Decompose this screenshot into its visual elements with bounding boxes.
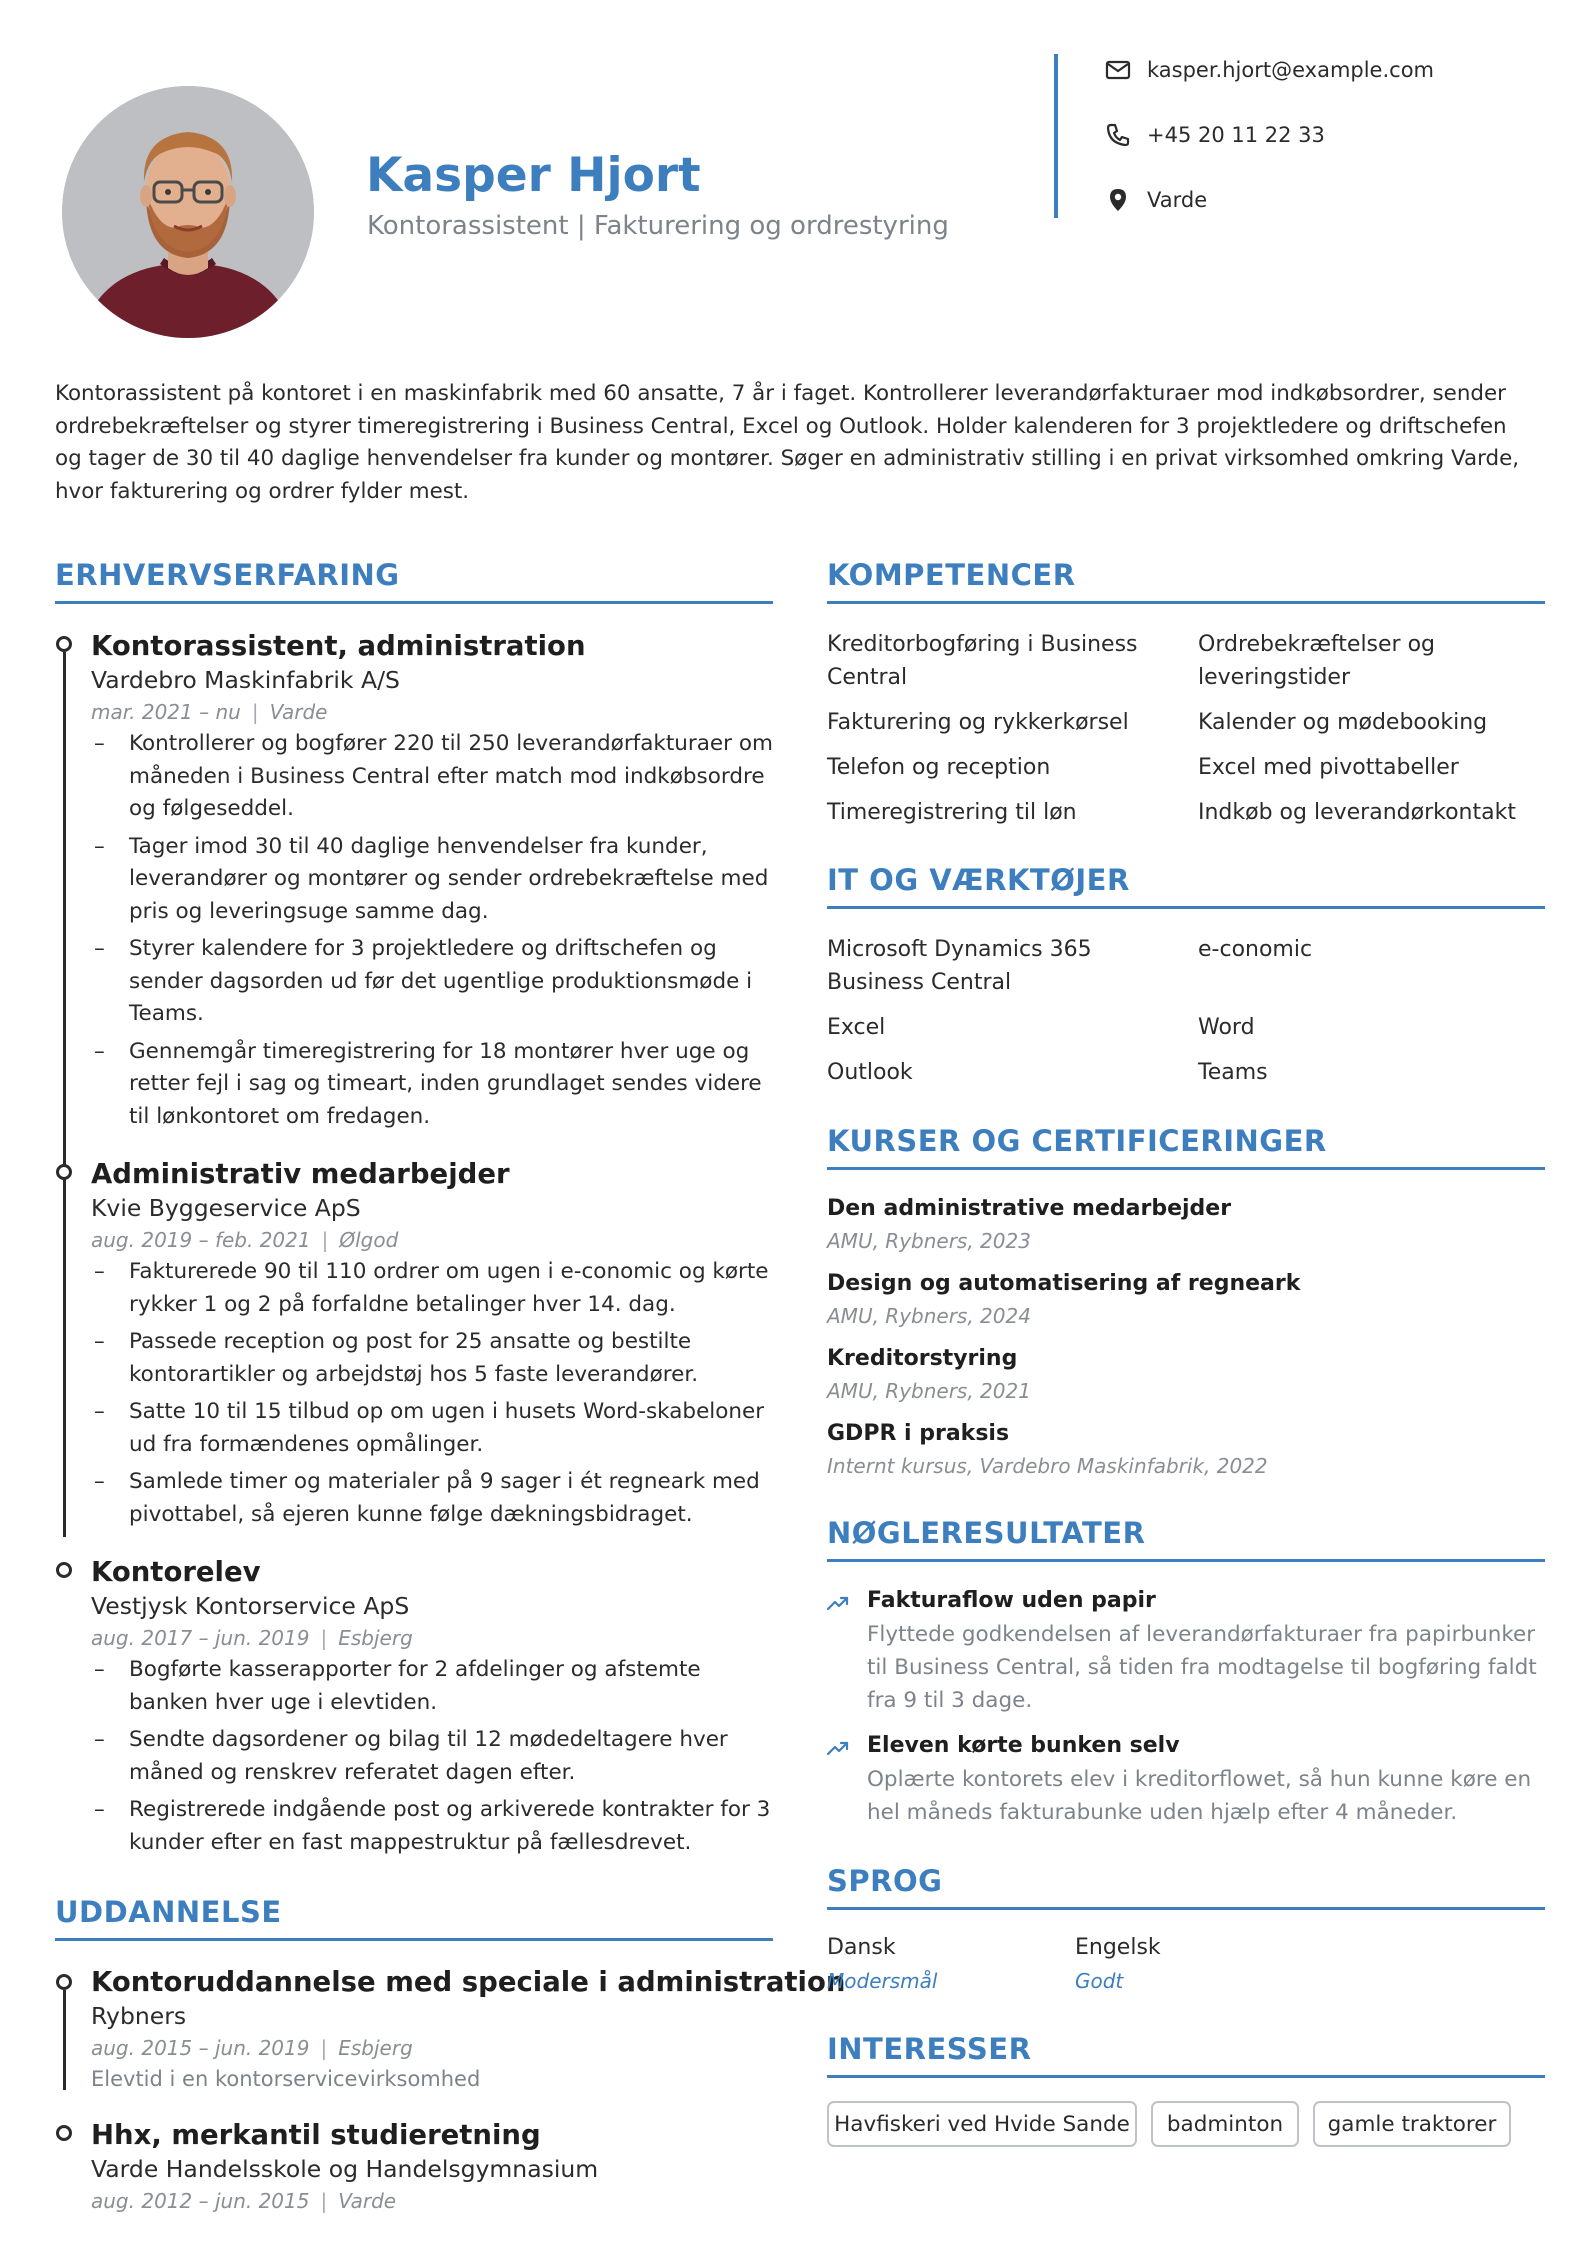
location-pin-icon <box>1104 186 1132 214</box>
tool-item: Excel <box>827 1015 886 1040</box>
section-title-interests: INTERESSER <box>827 2032 1032 2066</box>
job-bullets <box>92 1654 774 1864</box>
contact-location <box>1104 188 1207 212</box>
portrait-image <box>62 86 314 338</box>
phone-text: +45 20 11 22 33 <box>1147 123 1325 147</box>
section-title-education: UDDANNELSE <box>55 1895 282 1929</box>
interest-tag: badminton <box>1151 2101 1299 2147</box>
job-period: aug. 2019 – feb. 2021 <box>91 1228 311 1252</box>
education-note: Elevtid i en kontorservicevirksomhed <box>91 2067 481 2091</box>
profile-summary: Kontorassistent på kontoret i en maskinfabrik med 60 ansatte, 7 år i faget. Kontrollerer leverandørfakturaer mod indkøbsordrer, sender ordrebekræftelser og styrer timeregistrering i Business Central, Excel og Outlook. Holder kalenderen for 3 projektledere og driftschefen og tager de 30 til 40 daglige henvendelser fra kunder og montører. Søger en administrativ stilling i en privat virksomhed omkring Varde, hvor fakturering og ordrer fylder mest. <box>55 381 1520 504</box>
timeline-dot <box>56 1164 72 1180</box>
meta-separator: | <box>251 700 259 724</box>
meta-separator: | <box>320 2189 328 2213</box>
job-bullets <box>92 1256 774 1536</box>
education-meta <box>91 2036 413 2060</box>
section-rule-skills <box>827 601 1545 604</box>
result-text: Oplærte kontorets elev i kreditorflowet, så hun kunne køre en hel måneds fakturabunke uden hjælp efter 4 måneder. <box>867 1767 1532 1825</box>
list-item: – Bogførte kasserapporter for 2 afdelinger og afstemte banken hver uge i elevtiden. <box>92 1654 774 1719</box>
section-rule-tools <box>827 906 1545 909</box>
candidate-name: Kasper Hjort <box>366 148 701 203</box>
education-title: Kontoruddannelse med speciale i administration <box>91 1966 846 1998</box>
list-item: – Styrer kalendere for 3 projektledere og driftschefen og sender dagsorden ud før det ugentlige produktionsmøde i Teams. <box>92 933 774 1031</box>
list-item: – Satte 10 til 15 tilbud op om ugen i husets Word-skabeloner ud fra formændenes opmålinger. <box>92 1396 774 1461</box>
course-name: Design og automatisering af regneark <box>827 1271 1301 1296</box>
result-title: Eleven kørte bunken selv <box>867 1733 1180 1758</box>
job-company: Vardebro Maskinfabrik A/S <box>91 666 400 694</box>
skill-item: Telefon og reception <box>827 755 1051 780</box>
trending-up-icon <box>827 1740 849 1756</box>
section-title-languages: SPROG <box>827 1864 943 1898</box>
profile-photo <box>62 86 314 338</box>
tool-item: Outlook <box>827 1060 913 1085</box>
language-level: Godt <box>1075 1969 1124 1993</box>
list-item: – Kontrollerer og bogfører 220 til 250 leverandørfakturaer om måneden i Business Central efter match mod indkøbsordre og følgeseddel. <box>92 728 774 826</box>
education-school: Rybners <box>91 2002 187 2030</box>
job-title: Administrativ medarbejder <box>91 1158 510 1190</box>
list-item: – Sendte dagsordener og bilag til 12 mødedeltagere hver måned og renskrev referatet dagen efter. <box>92 1724 774 1789</box>
interest-tag: gamle traktorer <box>1313 2101 1511 2147</box>
language-level: Modersmål <box>827 1969 938 1993</box>
job-place: Ølgod <box>339 1228 399 1252</box>
section-rule-results <box>827 1559 1545 1562</box>
skill-item: Indkøb og leverandørkontakt <box>1198 800 1516 825</box>
email-text: kasper.hjort@example.com <box>1147 58 1435 82</box>
skill-item: Kreditorbogføring i Business Central <box>827 632 1138 690</box>
section-title-skills: KOMPETENCER <box>827 558 1076 592</box>
skill-item: Timeregistrering til løn <box>827 800 1077 825</box>
meta-separator: | <box>320 1626 328 1650</box>
education-timeline-line <box>63 1990 66 2090</box>
list-item: – Gennemgår timeregistrering for 18 montører hver uge og retter fejl i sag og timeart, inden grundlaget sendes videre til lønkontoret om fredagen. <box>92 1036 774 1134</box>
tool-item: Word <box>1198 1015 1255 1040</box>
course-meta: Internt kursus, Vardebro Maskinfabrik, 2022 <box>827 1454 1268 1478</box>
timeline-dot <box>56 636 72 652</box>
section-title-tools: IT OG VÆRKTØJER <box>827 863 1130 897</box>
education-school: Varde Handelsskole og Handelsgymnasium <box>91 2155 599 2183</box>
skill-item: Ordrebekræftelser og leveringstider <box>1198 632 1436 690</box>
job-place: Varde <box>269 700 328 724</box>
job-title: Kontorassistent, administration <box>91 630 586 662</box>
job-bullets <box>92 728 774 1138</box>
contact-phone[interactable] <box>1104 123 1325 147</box>
list-item: – Fakturerede 90 til 110 ordrer om ugen i e-conomic og kørte rykker 1 og 2 på forfaldne betalinger hver 14. dag. <box>92 1256 774 1321</box>
education-place: Esbjerg <box>338 2036 413 2060</box>
section-rule-education <box>55 1938 773 1941</box>
language-name: Engelsk <box>1075 1935 1161 1960</box>
job-period: aug. 2017 – jun. 2019 <box>91 1626 310 1650</box>
tool-item: Microsoft Dynamics 365 Business Central <box>827 937 1092 995</box>
cv-header <box>0 0 1588 360</box>
trending-up-icon <box>827 1595 849 1611</box>
course-name: GDPR i praksis <box>827 1421 1010 1446</box>
result-title: Fakturaflow uden papir <box>867 1588 1156 1613</box>
mail-icon <box>1104 56 1132 84</box>
course-meta: AMU, Rybners, 2021 <box>827 1379 1031 1403</box>
tool-item: e-conomic <box>1198 937 1313 962</box>
result-text: Flyttede godkendelsen af leverandørfakturaer fra papirbunker til Business Central, så tiden fra modtagelse til bogføring faldt fra 9 til 3 dage. <box>867 1622 1537 1713</box>
job-company: Kvie Byggeservice ApS <box>91 1194 361 1222</box>
contact-divider <box>1054 54 1058 218</box>
section-rule-languages <box>827 1907 1545 1910</box>
timeline-dot <box>56 1974 72 1990</box>
language-name: Dansk <box>827 1935 896 1960</box>
course-meta: AMU, Rybners, 2023 <box>827 1229 1031 1253</box>
section-rule-courses <box>827 1167 1545 1170</box>
list-item: – Tager imod 30 til 40 daglige henvendelser fra kunder, leverandører og montører og sender ordrebekræftelse med pris og leveringsuge samme dag. <box>92 831 774 929</box>
skill-item: Kalender og mødebooking <box>1198 710 1488 735</box>
list-item: – Samlede timer og materialer på 9 sager i ét regneark med pivottabel, så ejeren kunne følge dækningsbidraget. <box>92 1466 774 1531</box>
experience-timeline-line <box>63 652 66 1537</box>
section-title-results: NØGLERESULTATER <box>827 1516 1146 1550</box>
education-period: aug. 2012 – jun. 2015 <box>91 2189 310 2213</box>
candidate-title: Kontorassistent | Fakturering og ordrestyring <box>367 211 949 241</box>
timeline-dot <box>56 2125 72 2141</box>
list-item: – Registrerede indgående post og arkiverede kontrakter for 3 kunder efter en fast mappestruktur på fællesdrevet. <box>92 1794 774 1859</box>
job-meta <box>91 700 327 724</box>
job-title: Kontorelev <box>91 1556 261 1588</box>
interest-tag: Havfiskeri ved Hvide Sande <box>827 2101 1137 2147</box>
job-meta <box>91 1228 398 1252</box>
course-name: Den administrative medarbejder <box>827 1196 1232 1221</box>
skill-item: Fakturering og rykkerkørsel <box>827 710 1129 735</box>
job-meta <box>91 1626 413 1650</box>
phone-icon <box>1104 121 1132 149</box>
section-rule-interests <box>827 2075 1545 2078</box>
section-title-courses: KURSER OG CERTIFICERINGER <box>827 1124 1327 1158</box>
section-title-experience: ERHVERVSERFARING <box>55 558 400 592</box>
meta-separator: | <box>320 2036 328 2060</box>
education-place: Varde <box>338 2189 397 2213</box>
education-title: Hhx, merkantil studieretning <box>91 2119 541 2151</box>
skill-item: Excel med pivottabeller <box>1198 755 1459 780</box>
meta-separator: | <box>321 1228 329 1252</box>
timeline-dot <box>56 1562 72 1578</box>
location-text: Varde <box>1147 188 1208 212</box>
contact-email[interactable] <box>1104 58 1434 82</box>
education-meta <box>91 2189 396 2213</box>
job-place: Esbjerg <box>338 1626 413 1650</box>
job-company: Vestjysk Kontorservice ApS <box>91 1592 410 1620</box>
section-rule-experience <box>55 601 773 604</box>
course-meta: AMU, Rybners, 2024 <box>827 1304 1031 1328</box>
job-period: mar. 2021 – nu <box>91 700 241 724</box>
course-name: Kreditorstyring <box>827 1346 1018 1371</box>
list-item: – Passede reception og post for 25 ansatte og bestilte kontorartikler og arbejdstøj hos 5 faste leverandører. <box>92 1326 774 1391</box>
education-period: aug. 2015 – jun. 2019 <box>91 2036 310 2060</box>
tool-item: Teams <box>1198 1060 1268 1085</box>
